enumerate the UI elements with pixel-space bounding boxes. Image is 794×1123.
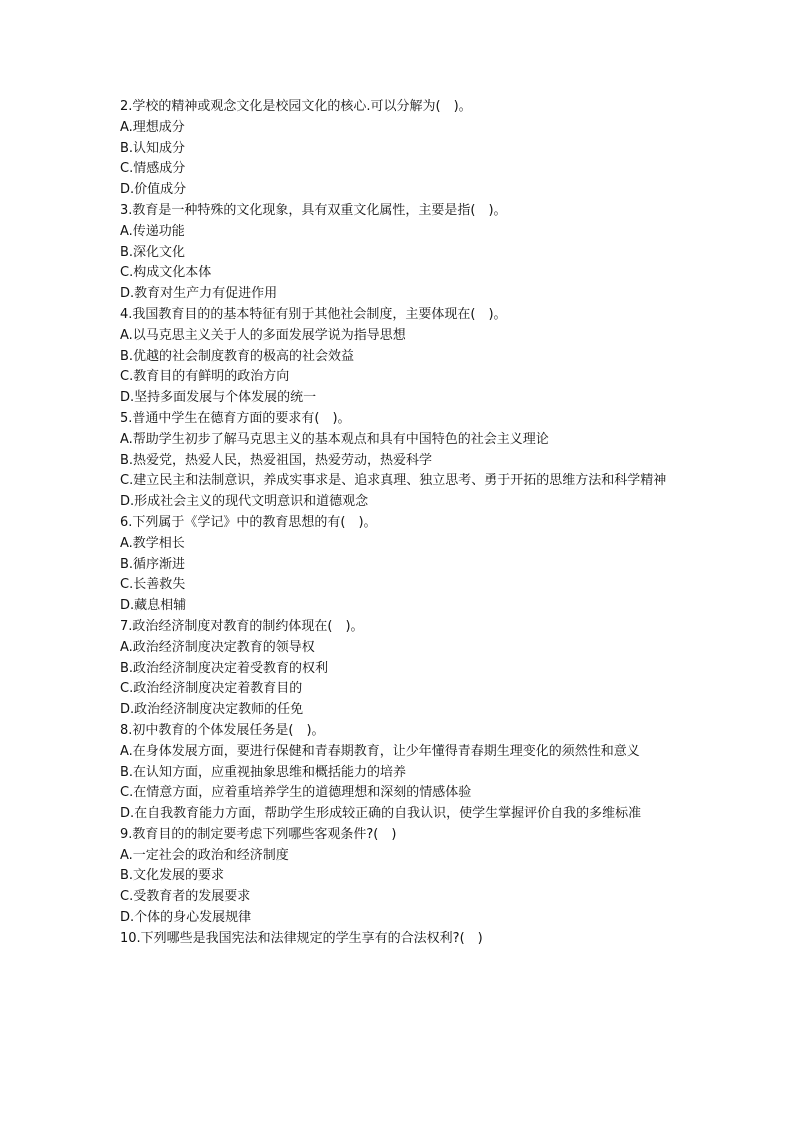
option-d: D.价值成分: [120, 182, 187, 198]
option-c: C.政治经济制度决定着教育目的: [120, 681, 303, 697]
option-d: D.坚持多面发展与个体发展的统一: [120, 390, 317, 406]
question-stem: 7.政治经济制度对教育的制约体现在( )。: [120, 618, 364, 634]
question-stem: 5.普通中学生在德育方面的要求有( )。: [120, 410, 351, 426]
question-3: [120, 201, 680, 305]
option-a: A.在身体发展方面，要进行保健和青春期教育，让少年懂得青春期生理变化的须然性和意义: [120, 743, 640, 759]
question-stem: 3.教育是一种特殊的文化现象，具有双重文化属性，主要是指( )。: [120, 202, 507, 218]
option-d: D.教育对生产力有促进作用: [120, 286, 278, 302]
option-a: A.传递功能: [120, 223, 185, 239]
option-a: A.以马克思主义关于人的多面发展学说为指导思想: [120, 327, 406, 343]
option-b: B.热爱党，热爱人民，热爱祖国，热爱劳动，热爱科学: [120, 452, 433, 468]
option-b: B.在认知方面，应重视抽象思维和概括能力的培养: [120, 764, 407, 780]
question-stem: 9.教育目的的制定要考虑下列哪些客观条件?( ): [120, 826, 397, 842]
question-8: [120, 721, 680, 825]
question-stem: 6.下列属于《学记》中的教育思想的有( )。: [120, 514, 377, 530]
question-10: [120, 929, 680, 950]
option-a: A.一定社会的政治和经济制度: [120, 847, 289, 863]
option-b: B.政治经济制度决定着受教育的权利: [120, 660, 329, 676]
question-7: [120, 617, 680, 721]
option-a: A.政治经济制度决定教育的领导权: [120, 639, 315, 655]
option-d: D.藏息相辅: [120, 598, 187, 614]
option-d: D.在自我教育能力方面，帮助学生形成较正确的自我认识，使学生掌握评价自我的多维标准: [120, 806, 642, 822]
option-c: C.构成文化本体: [120, 265, 212, 281]
question-9: [120, 825, 680, 929]
option-a: A.理想成分: [120, 119, 185, 135]
option-c: C.受教育者的发展要求: [120, 889, 251, 905]
option-a: A.帮助学生初步了解马克思主义的基本观点和具有中国特色的社会主义理论: [120, 431, 549, 447]
option-b: B.认知成分: [120, 140, 186, 156]
question-4: [120, 305, 680, 409]
document-page: [120, 97, 680, 950]
question-5: [120, 409, 680, 513]
option-c: C.建立民主和法制意识，养成实事求是、追求真理、独立思考、勇于开拓的思维方法和科学精神: [120, 473, 667, 489]
question-stem: 4.我国教育目的的基本特征有别于其他社会制度，主要体现在( )。: [120, 306, 507, 322]
question-stem: 10.下列哪些是我国宪法和法律规定的学生享有的合法权利?( ): [120, 930, 483, 946]
option-c: C.教育目的有鲜明的政治方向: [120, 369, 290, 385]
question-stem: 8.初中教育的个体发展任务是( )。: [120, 722, 325, 738]
option-b: B.深化文化: [120, 244, 186, 260]
option-b: B.文化发展的要求: [120, 868, 225, 884]
option-c: C.在情意方面，应着重培养学生的道德理想和深刻的情感体验: [120, 785, 472, 801]
option-d: D.形成社会主义的现代文明意识和道德观念: [120, 494, 369, 510]
option-d: D.政治经济制度决定教师的任免: [120, 702, 304, 718]
option-b: B.优越的社会制度教育的极高的社会效益: [120, 348, 355, 364]
option-d: D.个体的身心发展规律: [120, 910, 252, 926]
question-stem: 2.学校的精神或观念文化是校园文化的核心.可以分解为( )。: [120, 99, 472, 114]
question-6: [120, 513, 680, 617]
question-2: [120, 97, 680, 201]
option-c: C.长善救失: [120, 577, 186, 593]
option-b: B.循序渐进: [120, 556, 186, 572]
option-a: A.教学相长: [120, 535, 185, 551]
option-c: C.情感成分: [120, 161, 186, 177]
